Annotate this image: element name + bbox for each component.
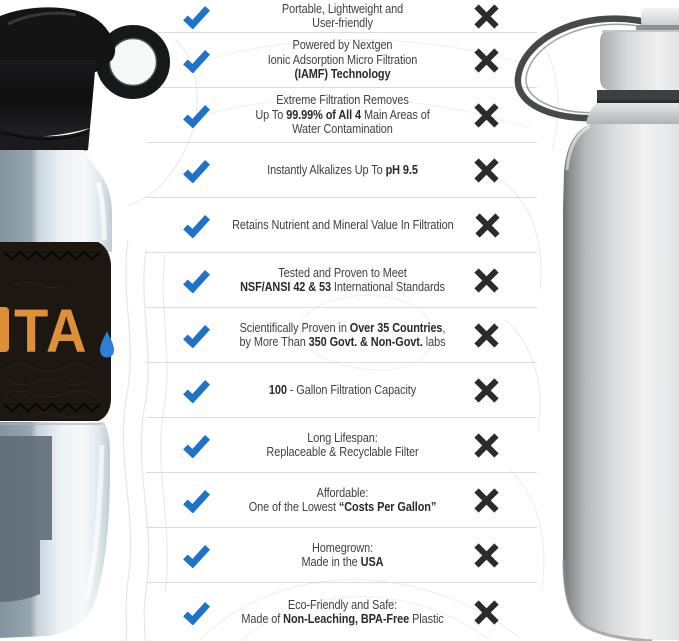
feature-segment: 99.99% of All 4: [286, 106, 362, 122]
comparison-row: [146, 143, 537, 198]
feature-text: [232, 486, 453, 515]
comparison-row: [146, 473, 537, 528]
check-icon: [182, 378, 211, 403]
feature-line: [232, 612, 453, 627]
check-icon: [182, 158, 211, 183]
feature-segment: Portable, Lightweight and: [281, 0, 404, 16]
feature-text: [232, 163, 453, 178]
feature-segment: Affordable:: [316, 484, 369, 500]
check-icon: [182, 433, 211, 458]
feature-line: [232, 500, 453, 515]
feature-segment: Non-Leaching, BPA-Free: [283, 611, 410, 626]
feature-segment: Main Areas of: [361, 106, 430, 122]
feature-text: [232, 321, 453, 350]
feature-segment: labs: [422, 334, 446, 349]
feature-line: [232, 280, 453, 295]
feature-segment: Eco-Friendly and Safe:: [287, 596, 398, 612]
feature-segment: Up To: [255, 106, 287, 122]
feature-segment: Water Contamination: [292, 121, 393, 137]
feature-segment: Over 35 Countries: [349, 319, 443, 335]
feature-segment: Scientifically Proven in: [239, 319, 350, 335]
feature-line: [232, 431, 453, 446]
feature-line: [232, 486, 453, 501]
cross-icon: [474, 433, 499, 458]
check-icon: [182, 323, 211, 348]
feature-line: [232, 555, 453, 570]
feature-text: [232, 598, 453, 627]
feature-segment: Retains Nutrient and Mineral Value In Filtration: [232, 216, 454, 232]
feature-line: [232, 163, 453, 178]
feature-segment: Instantly Alkalizes Up To: [267, 161, 386, 177]
cross-icon: [474, 378, 499, 403]
feature-segment: 100: [268, 381, 287, 397]
feature-text: [232, 218, 454, 233]
steel-body: [563, 124, 679, 641]
comparison-row: [146, 253, 537, 308]
feature-line: [232, 38, 453, 53]
feature-segment: NSF/ANSI 42 & 53: [240, 279, 331, 294]
feature-segment: - Gallon Filtration Capacity: [286, 381, 417, 397]
feature-segment: Long Lifespan:: [307, 429, 378, 445]
feature-line: [232, 598, 453, 613]
cross-icon: [474, 48, 499, 73]
comparison-row: [146, 583, 537, 641]
cross-icon: [475, 213, 500, 238]
check-icon: [182, 103, 211, 128]
feature-line: [232, 266, 453, 281]
feature-line: [232, 541, 453, 556]
feature-line: [232, 383, 453, 398]
feature-text: [232, 2, 453, 31]
bottle-upper-body: [0, 150, 112, 252]
cross-icon: [474, 4, 499, 29]
bottle-lower-body: [0, 422, 110, 638]
cross-icon: [474, 600, 499, 625]
feature-line: [232, 335, 453, 350]
feature-text: [232, 541, 453, 570]
feature-segment: by More Than: [239, 334, 309, 349]
feature-text: [232, 383, 453, 398]
cross-icon: [474, 268, 499, 293]
comparison-table: [146, 0, 537, 641]
feature-line: [232, 2, 453, 17]
cross-icon: [474, 158, 499, 183]
comparison-row: [146, 33, 537, 88]
filter-bottle-image: [0, 0, 175, 641]
check-icon: [182, 543, 211, 568]
comparison-row: [146, 198, 537, 253]
feature-segment: One of the Lowest: [248, 499, 339, 514]
feature-segment: Extreme Filtration Removes: [276, 92, 409, 108]
check-icon: [182, 48, 211, 73]
cross-icon: [474, 543, 499, 568]
cross-icon: [474, 488, 499, 513]
check-icon: [182, 4, 211, 29]
feature-segment: ,: [442, 319, 446, 335]
feature-segment: (IAMF) Technology: [294, 66, 391, 82]
feature-segment: “Costs Per Gallon”: [338, 499, 437, 514]
feature-segment: International Standards: [330, 279, 445, 294]
comparison-row: [146, 88, 537, 143]
bottle-sleeve: [0, 242, 114, 421]
feature-line: [232, 445, 453, 460]
comparison-row: [146, 528, 537, 583]
feature-line: [232, 108, 453, 123]
feature-segment: Tested and Proven to Meet: [278, 264, 407, 280]
feature-line: [232, 16, 453, 31]
feature-segment: Replaceable & Recyclable Filter: [266, 444, 419, 459]
comparison-row: [146, 308, 537, 363]
comparison-row: [146, 363, 537, 418]
comparison-row: [146, 418, 537, 473]
feature-text: [232, 38, 453, 82]
feature-text: [232, 93, 453, 137]
check-icon: [182, 213, 211, 238]
feature-segment: Made in the: [301, 554, 361, 569]
feature-segment: Powered by Nextgen: [292, 37, 393, 53]
feature-segment: 350 Govt. & Non-Govt.: [308, 334, 423, 349]
feature-segment: Made of: [241, 611, 284, 626]
feature-line: [232, 93, 453, 108]
feature-segment: pH 9.5: [385, 161, 418, 177]
steel-bottle-image: [500, 0, 679, 641]
feature-segment: User-friendly: [312, 15, 373, 30]
feature-line: [232, 53, 453, 68]
feature-segment: USA: [360, 554, 384, 569]
feature-text: [232, 266, 453, 295]
bottle-cap: [0, 7, 164, 156]
feature-line: [232, 67, 453, 82]
feature-line: [232, 321, 453, 336]
feature-line: [232, 218, 454, 233]
check-icon: [182, 268, 211, 293]
check-icon: [182, 488, 211, 513]
feature-line: [232, 122, 453, 137]
check-icon: [182, 600, 211, 625]
sleeve-brand-text: TA: [13, 297, 89, 366]
feature-segment: Homegrown:: [311, 539, 374, 555]
cross-icon: [474, 103, 499, 128]
feature-segment: Ionic Adsorption Micro Filtration: [267, 51, 418, 67]
feature-text: [232, 431, 453, 460]
cross-icon: [474, 323, 499, 348]
comparison-row: [146, 0, 537, 33]
feature-segment: Plastic: [409, 611, 444, 626]
sleeve-partial-letter: [0, 307, 9, 352]
